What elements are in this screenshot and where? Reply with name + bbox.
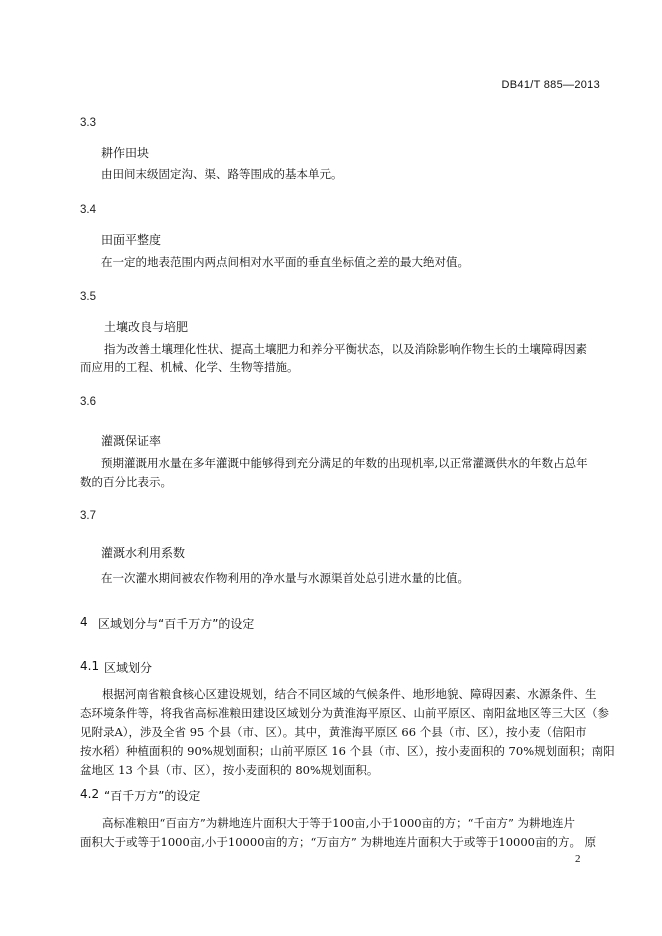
- term-number: 3.3: [80, 117, 96, 129]
- term-number: 3.4: [80, 204, 96, 216]
- page-number: 2: [575, 853, 581, 865]
- term-number: 3.6: [80, 396, 96, 408]
- term-title: 耕作田块: [101, 146, 150, 160]
- subsection-number: 4.2: [80, 787, 100, 801]
- paragraph-line: 面积大于或等于1000亩,小于10000亩的方；“万亩方” 为耕地连片面积大于或等于10000亩的方。 原: [80, 835, 597, 849]
- term-title: 土壤改良与培肥: [104, 320, 189, 334]
- term-definition-line: 指为改善土壤理化性状、提高土壤肥力和养分平衡状态，以及消除影响作物生长的土壤障碍因素: [104, 342, 587, 356]
- paragraph-line: 高标准粮田“百亩方”为耕地连片面积大于等于100亩,小于1000亩的方；“千亩方” 为耕地连片: [102, 816, 576, 830]
- term-definition-line: 由田间末级固定沟、渠、路等围成的基本单元。: [101, 167, 343, 181]
- subsection-number: 4.1: [80, 659, 100, 673]
- subsection-title: 区域划分: [104, 661, 153, 675]
- paragraph-line: 盆地区 13 个县（市、区），按小麦面积的 80%规划面积。: [80, 763, 379, 777]
- term-definition-line: 而应用的工程、机械、化学、生物等措施。: [80, 360, 299, 374]
- term-title: 灌溉水利用系数: [101, 546, 186, 560]
- term-title: 灌溉保证率: [101, 434, 162, 448]
- section-title: 区域划分与“百千万方”的设定: [98, 617, 255, 631]
- section-number: 4: [80, 615, 88, 629]
- document-id-header: DB41/T 885—2013: [501, 79, 600, 91]
- term-number: 3.5: [80, 291, 96, 303]
- term-definition-line: 数的百分比表示。: [80, 475, 172, 489]
- paragraph-line: 见附录A），涉及全省 95 个县（市、区）。其中，黄淮海平原区 66 个县（市、区），按小麦（信阳市: [80, 725, 587, 739]
- term-definition-line: 在一定的地表范围内两点间相对水平面的垂直坐标值之差的最大绝对值。: [101, 255, 469, 269]
- subsection-title: “百千万方”的设定: [104, 789, 201, 803]
- term-title: 田面平整度: [101, 233, 162, 247]
- paragraph-line: 按水稻）种植面积的 90%规划面积；山前平原区 16 个县（市、区），按小麦面积的 70%规划面积；南阳: [80, 744, 615, 758]
- term-number: 3.7: [80, 510, 96, 522]
- term-definition-line: 预期灌溉用水量在多年灌溉中能够得到充分满足的年数的出现机率,以正常灌溉供水的年数占总年: [101, 456, 588, 470]
- paragraph-line: 态环境条件等，将我省高标准粮田建设区域划分为黄淮海平原区、山前平原区、南阳盆地区等三大区（参: [80, 706, 609, 720]
- term-definition-line: 在一次灌水期间被农作物利用的净水量与水源渠首处总引进水量的比值。: [101, 571, 469, 585]
- paragraph-line: 根据河南省粮食核心区建设规划，结合不同区域的气候条件、地形地貌、障碍因素、水源条件、生: [102, 687, 597, 701]
